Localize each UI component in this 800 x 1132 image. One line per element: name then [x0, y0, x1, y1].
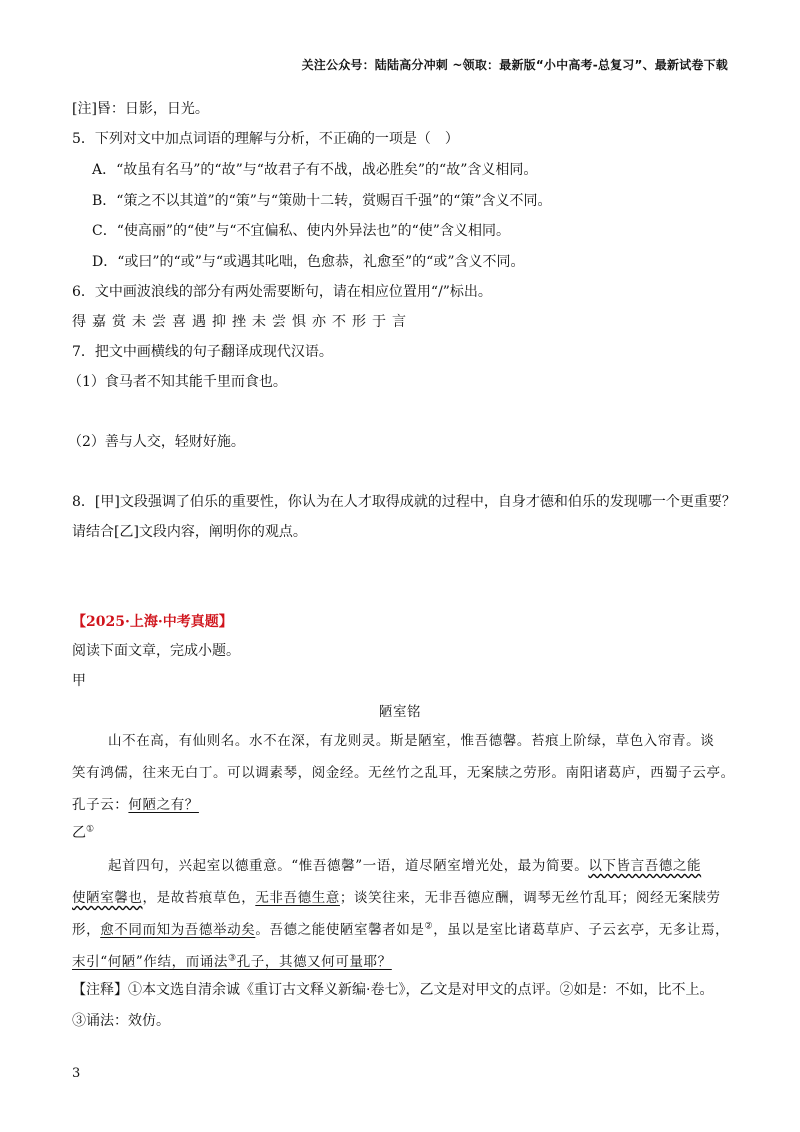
yi-line-1 — [108, 854, 701, 874]
yi-footnote-mark: ① — [86, 824, 95, 835]
note-sun: [注]昬：日影，日光。 — [72, 101, 209, 117]
yi-line-2-underlined: 无非吾德生意 — [255, 890, 340, 906]
q5-stem: 5．下列对文中加点词语的理解与分析，不正确的一项是（ ） — [72, 131, 459, 147]
yi-label: 乙 — [72, 825, 86, 841]
yi-line-3-text-3: ，虽以是室比诸葛草庐、子云玄亭，无多让焉， — [433, 922, 730, 938]
q8-line-1: 8．[甲]文段强调了伯乐的重要性，你认为在人才取得成就的过程中，自身才德和伯乐的发现哪一个更重要？ — [72, 494, 736, 510]
yi-line-3-footnote-mark: ② — [424, 921, 434, 932]
yi-line-1-text: 起首四句，兴起室以德重意。“惟吾德馨”一语，道尽陋室增光处，最为简要。 — [108, 858, 589, 874]
yi-line-2 — [72, 886, 721, 906]
q8-line-2: 请结合[乙]文段内容，阐明你的观点。 — [72, 524, 307, 540]
reading-instruction: 阅读下面文章，完成小题。 — [72, 643, 240, 659]
yi-line-3-text-1: 形， — [72, 922, 101, 938]
q7-sentence-1: （1）食马者不知其能千里而食也。 — [68, 374, 287, 390]
jia-label: 甲 — [72, 673, 86, 689]
yi-line-2-text-1: ，是故苔痕草色， — [142, 890, 256, 906]
q5-option-a: A．“故虽有名马”的“故”与“故君子有不战，战必胜矣”的“故”含义相同。 — [92, 162, 538, 178]
q7-stem: 7．把文中画横线的句子翻译成现代汉语。 — [72, 344, 333, 360]
q5-option-c: C．“使高丽”的“使”与“不宜偏私、使内外异法也”的“使”含义相同。 — [92, 223, 510, 239]
yi-line-2-text-2: ；谈笑往来，无非吾德应酬，调琴无丝竹乱耳；阅经无案牍劳 — [339, 890, 721, 906]
q6-stem: 6．文中画波浪线的部分有两处需要断句，请在相应位置用“/”标出。 — [72, 284, 492, 300]
yi-line-3-underlined: 愈不同而知为吾德举动矣 — [100, 922, 256, 938]
jia-line-1: 山不在高，有仙则名。水不在深，有龙则灵。斯是陋室，惟吾德馨。苔痕上阶绿，草色入帘青。谈 — [108, 733, 715, 749]
jia-line-3-lead: 孔子云： — [72, 797, 129, 813]
annotation-line-1: 【注释】①本文选自清余诚《重订古文释义新编·卷七》，乙文是对甲文的点评。②如是：不如，比不上。 — [72, 982, 714, 998]
page-number: 3 — [72, 1066, 81, 1081]
q5-option-b: B．“策之不以其道”的“策”与“策勋十二转，赏赐百千强”的“策”含义不同。 — [92, 193, 552, 209]
page-header: 关注公众号：陆陆高分冲刺 ~领取：最新版“小中高考-总复习”、最新试卷下载 — [301, 58, 728, 72]
q5-option-d: D．“或曰”的“或”与“或遇其叱咄，色愈恭，礼愈至”的“或”含义不同。 — [92, 254, 525, 270]
jia-line-3 — [72, 793, 199, 813]
yi-line-4-underlined — [72, 954, 392, 970]
yi-line-4 — [72, 950, 392, 970]
poem-title: 陋室铭 — [378, 704, 422, 720]
yi-line-2-wavy: 使陋室馨也 — [72, 890, 143, 906]
jia-line-2: 笑有鸿儒，往来无白丁。可以调素琴，阅金经。无丝竹之乱耳，无案牍之劳形。南阳诸葛庐，西蜀子云亭。 — [72, 765, 735, 781]
yi-line-3-text-2: 。吾德之能使陋室馨者如是 — [255, 922, 425, 938]
annotation-line-2: ③诵法：效仿。 — [72, 1013, 170, 1029]
section-tag: 【2025·上海·中考真题】 — [72, 614, 233, 630]
q6-text: 得嘉赏未尝喜遇抑挫未尝惧亦不形于言 — [72, 314, 412, 330]
yi-line-1-wavy: 以下皆言吾德之能 — [588, 858, 702, 874]
q7-sentence-2: （2）善与人交，轻财好施。 — [68, 434, 245, 450]
yi-line-4-footnote-mark: ③ — [228, 953, 237, 964]
yi-line-4-text-1: 末引“何陋”作结，而诵法 — [72, 954, 229, 970]
jia-line-3-underlined: 何陋之有？ — [128, 797, 199, 813]
yi-line-3 — [72, 918, 729, 938]
yi-line-4-text-2: 孔子，其德又何可量耶？ — [236, 954, 392, 970]
yi-label-line — [72, 822, 94, 842]
